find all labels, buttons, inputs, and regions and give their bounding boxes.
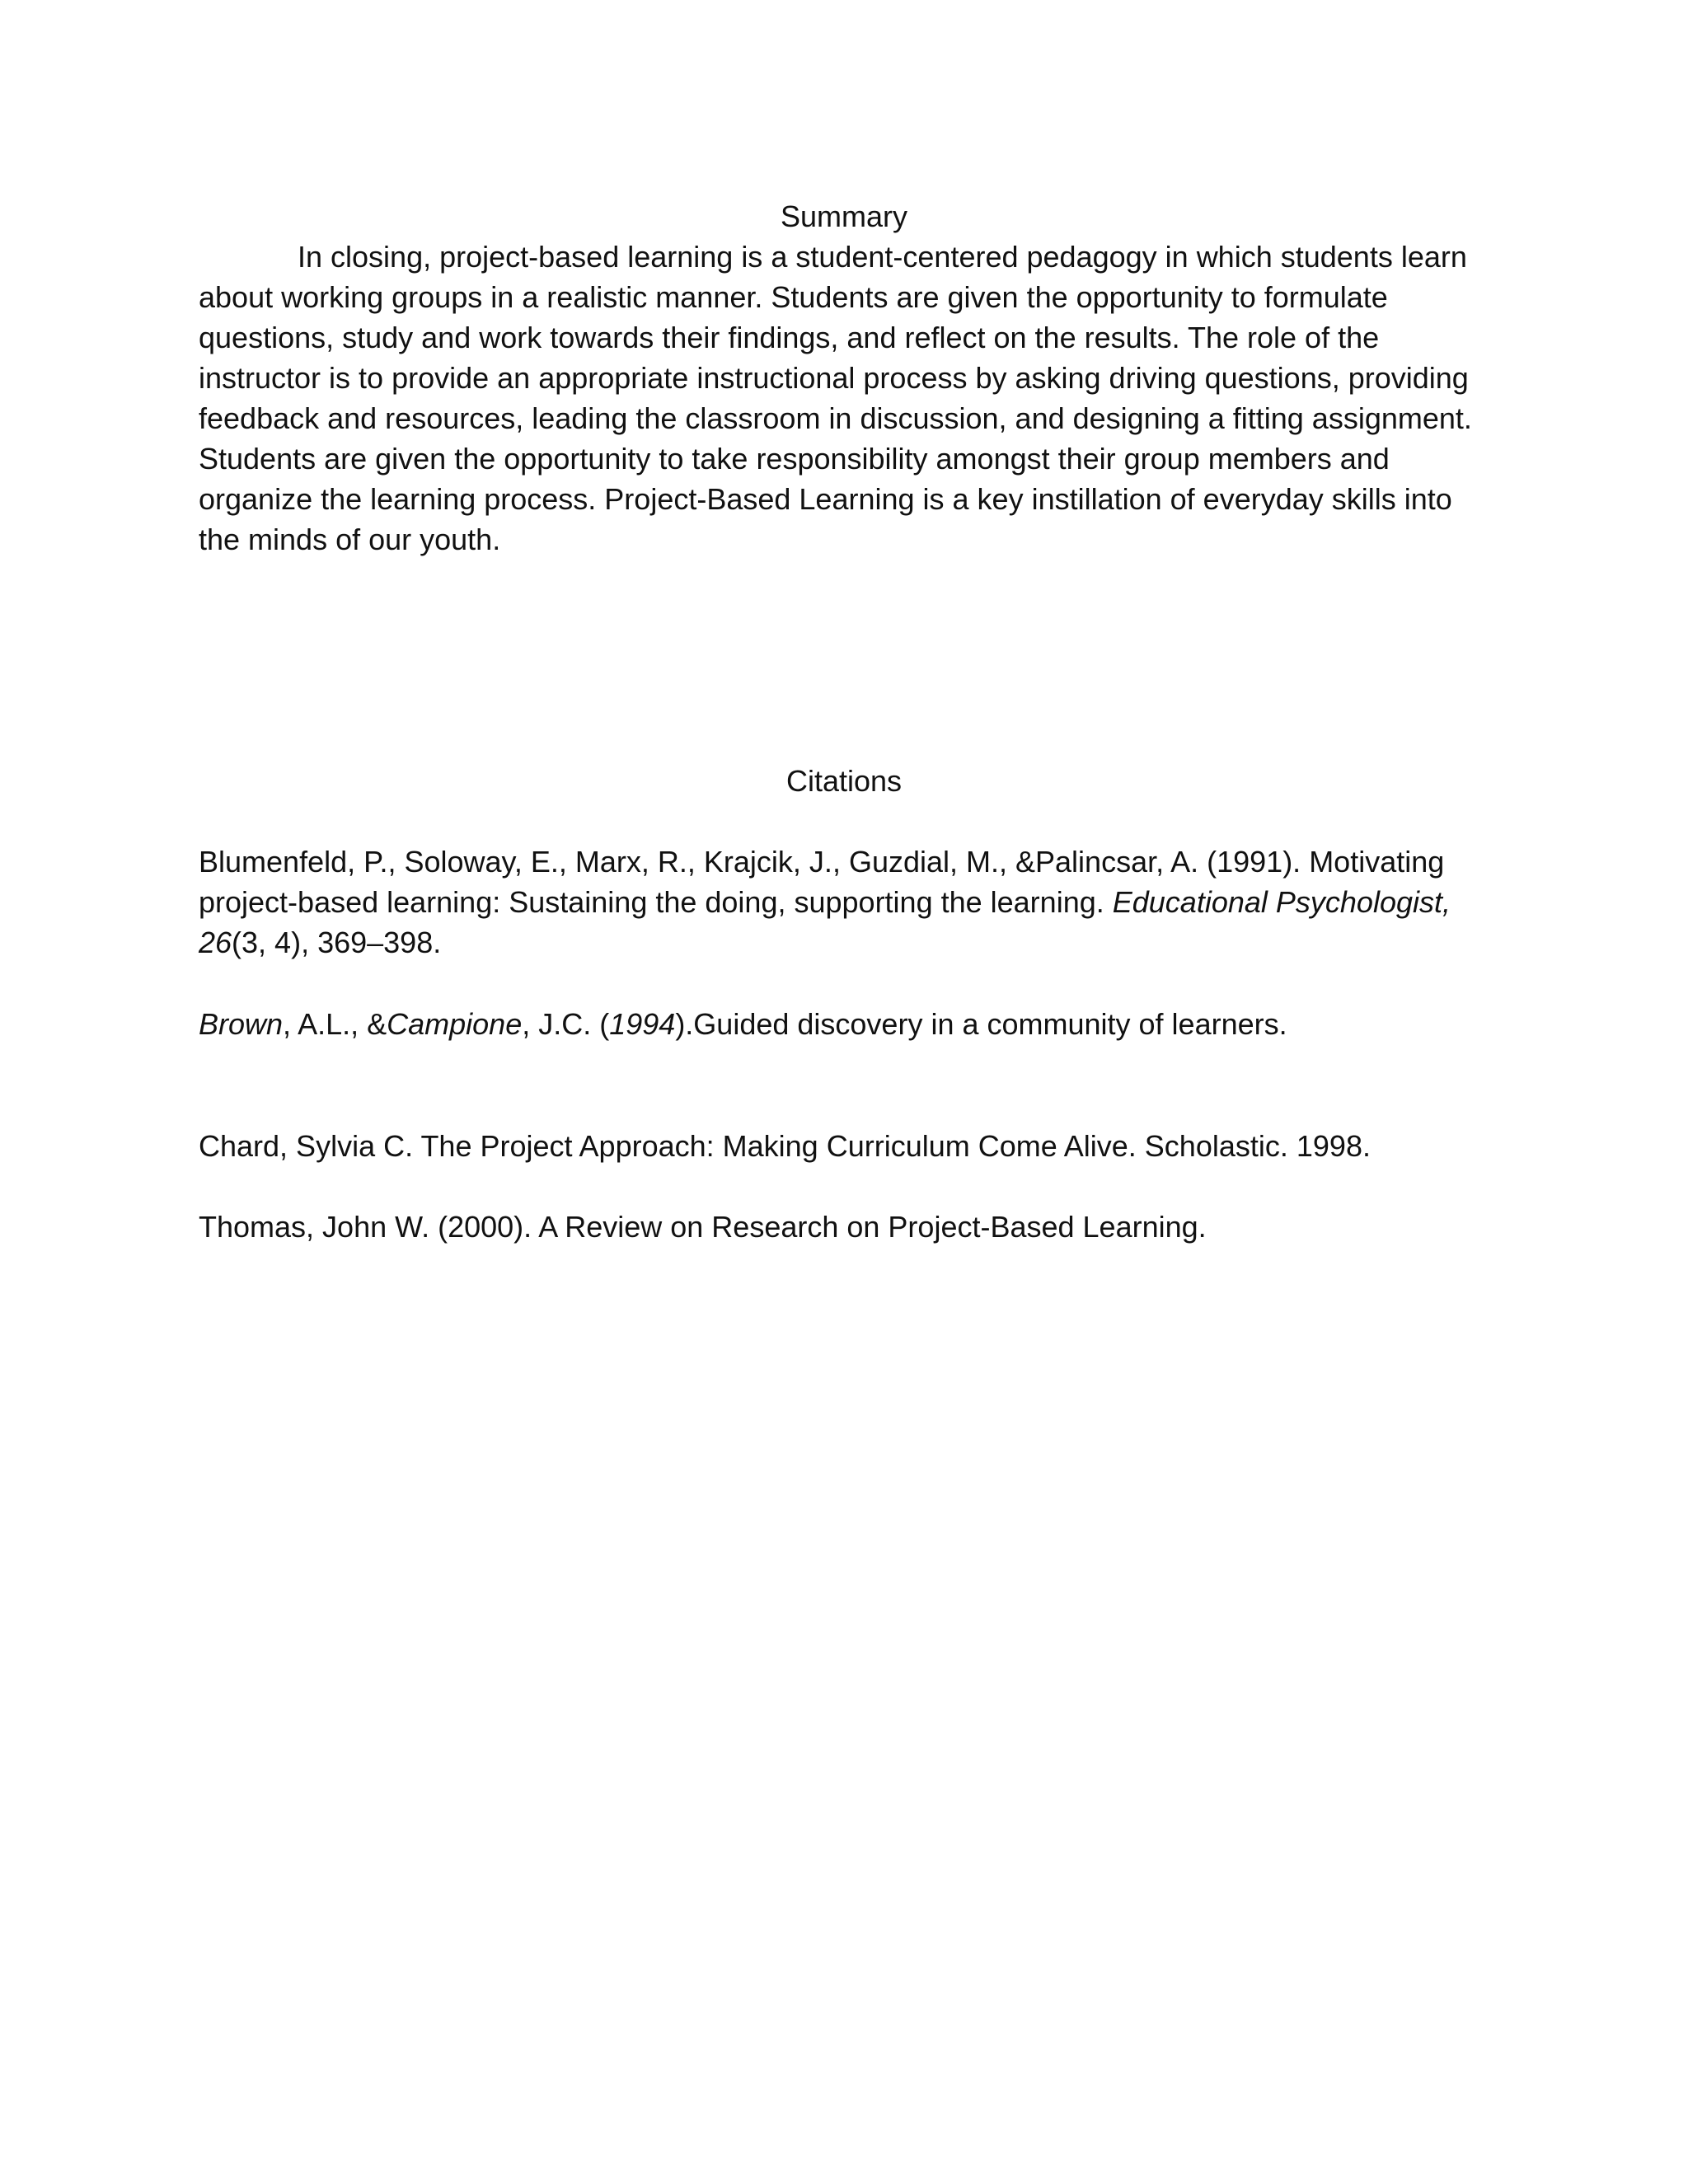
citation-title: ).Guided discovery in a community of learners.: [675, 1007, 1287, 1041]
author-campione: Campione: [387, 1007, 523, 1041]
summary-heading: Summary: [780, 199, 908, 233]
document-page: [199, 196, 1489, 1244]
citation-blumenfeld: [199, 841, 1489, 963]
author-brown: Brown: [199, 1007, 284, 1041]
journal-title: Educational Psychologist, 26: [199, 885, 1451, 959]
citations-heading: Citations: [785, 764, 903, 798]
citation-year: 1994: [609, 1007, 676, 1041]
citation-thomas: Thomas, John W. (2000). A Review on Research on Project-Based Learning.: [199, 1210, 1207, 1244]
citation-text: Blumenfeld, P., Soloway, E., Marx, R., Krajcik, J., Guzdial, M., &Palincsar, A. (1991). Motivating project-based learning: Sustaining the doing, supporting the learning.: [199, 845, 1445, 919]
summary-paragraph: In closing, project-based learning is a student-centered pedagogy in which students learn about working groups in a realistic manner. Students are given the opportunity to formulate questions, study and work towards their findings, and reflect on the results. The role of the instructor is to provide an appropriate instructional process by asking driving questions, providing feedback and resources, leading the classroom in discussion, and designing a fitting assignment. Students are given the opportunity to take responsibility amongst their group members and organize the learning process. Project-Based Learning is a key instillation of everyday skills into the minds of our youth.: [199, 240, 1472, 556]
citation-text: , J.C. (: [522, 1007, 610, 1041]
citation-text: , A.L., &: [283, 1007, 387, 1041]
citation-chard: Chard, Sylvia C. The Project Approach: Making Curriculum Come Alive. Scholastic. 1998.: [199, 1129, 1371, 1163]
citation-brown: [199, 1004, 1489, 1044]
citation-pages: (3, 4), 369–398.: [232, 926, 442, 959]
